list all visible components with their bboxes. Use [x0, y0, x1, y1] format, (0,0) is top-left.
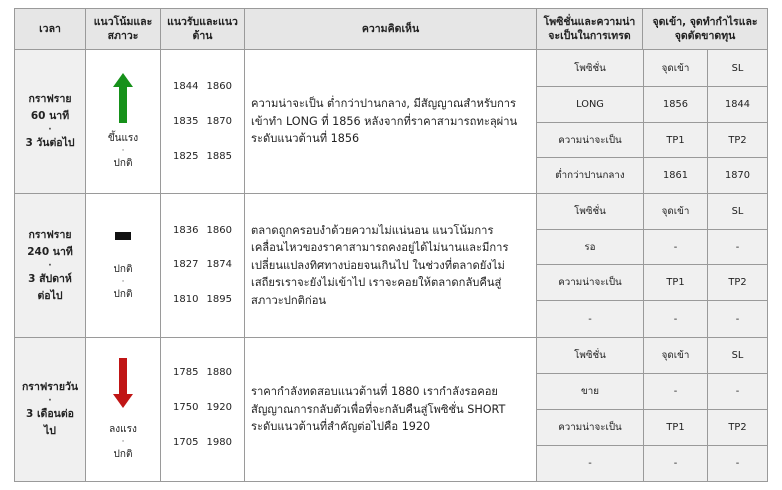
header-time-label: เวลา — [39, 23, 61, 35]
probability-label: ความน่าจะเป็น — [537, 265, 643, 301]
probability-value: ต่ำกว่าปานกลาง — [555, 170, 625, 181]
trend-strength: ปกติ — [113, 263, 133, 275]
support-level: 1785 — [173, 367, 199, 378]
position-value: LONG — [537, 87, 643, 123]
level-row — [161, 367, 244, 378]
stop-loss-label: SL — [708, 50, 767, 87]
position-value: ขาย — [537, 374, 643, 410]
stop-loss-value: 1844 — [708, 87, 767, 123]
separator-dot: · — [121, 145, 125, 156]
entry-label: จุดเข้า — [644, 338, 707, 374]
row-2-trend — [85, 193, 161, 338]
row-2-opinion — [244, 193, 537, 338]
header-levels — [160, 8, 245, 50]
trend-condition: ปกติ — [113, 288, 133, 300]
row-3-levels — [160, 337, 245, 482]
tp1-value: 1861 — [663, 170, 688, 181]
time-label: ไป — [44, 425, 56, 437]
separator-dot: · — [48, 260, 52, 271]
row-3-opinion — [244, 337, 537, 482]
resistance-level: 1860 — [206, 225, 232, 236]
support-level: 1705 — [173, 437, 199, 448]
support-level: 1750 — [173, 402, 199, 413]
tp1-label: TP1 — [644, 123, 707, 158]
tp1-value: - — [673, 313, 678, 325]
resistance-level: 1860 — [206, 81, 232, 92]
time-label: 240 นาที — [27, 245, 73, 258]
separator-dot: · — [48, 396, 52, 406]
time-label: กราฟราย — [28, 93, 72, 105]
row-1-opinion — [244, 49, 537, 194]
trend-strength: ลงแรง — [109, 423, 137, 435]
position-value: รอ — [537, 230, 643, 265]
tp2-value: - — [735, 458, 740, 469]
flat-dash-icon — [113, 230, 133, 242]
probability-value: - — [588, 458, 592, 469]
row-1-trade-grid — [536, 49, 768, 194]
header-targets-label: จุดเข้า, จุดทำกำไรและจุดตัดขาดทุน — [652, 16, 758, 42]
header-time — [14, 8, 86, 50]
row-3-trade-grid — [536, 337, 768, 482]
separator-dot: · — [48, 125, 52, 135]
resistance-level: 1920 — [206, 402, 232, 413]
stop-loss-value: - — [708, 374, 767, 410]
header-opinion-label: ความคิดเห็น — [361, 23, 420, 35]
level-row — [161, 116, 244, 127]
resistance-level: 1885 — [206, 151, 232, 162]
level-row — [161, 402, 244, 413]
time-label: กราฟรายวัน — [21, 381, 79, 393]
support-level: 1827 — [173, 259, 199, 270]
row-1-time — [14, 49, 86, 194]
time-label: 3 เดือนต่อ — [26, 408, 74, 420]
tp2-value: 1870 — [725, 170, 750, 181]
level-row — [161, 259, 244, 270]
support-level: 1836 — [173, 225, 199, 236]
level-row — [161, 294, 244, 305]
entry-value: - — [644, 230, 707, 265]
trend-condition: ปกติ — [113, 448, 133, 460]
time-label: 3 วันต่อไป — [25, 137, 75, 149]
row-1-levels — [160, 49, 245, 194]
time-label: ต่อไป — [37, 289, 63, 302]
support-level: 1810 — [173, 294, 199, 305]
header-trend-label: แนวโน้มและสภาวะ — [93, 16, 153, 42]
time-label: 3 สัปดาห์ — [28, 272, 72, 285]
entry-label: จุดเข้า — [644, 50, 707, 87]
level-row — [161, 437, 244, 448]
position-label: โพซิชั่น — [537, 194, 643, 230]
stop-loss-label: SL — [708, 194, 767, 230]
probability-label: ความน่าจะเป็น — [537, 410, 643, 446]
level-row — [161, 151, 244, 162]
up-arrow-icon — [113, 73, 133, 123]
support-level: 1825 — [173, 151, 199, 162]
entry-value: 1856 — [644, 87, 707, 123]
opinion-text: ราคากำลังทดสอบแนวต้านที่ 1880 เรากำลังรอคอยสัญญาณการกลับตัวเพื่อที่จะกลับคืนสู่โพซิชั่น SHORT ระดับแนวต้านที่สำคัญต่อไปคือ 1920 — [251, 385, 506, 434]
row-2-time — [14, 193, 86, 338]
position-label: โพซิชั่น — [537, 50, 643, 87]
separator-dot: · — [121, 436, 125, 447]
opinion-text: ตลาดถูกครอบงำด้วยความไม่แน่นอน แนวโน้มการเคลื่อนไหวของราคาสามารถคงอยู่ได้ไม่นานและมีการเปลี่ยนแปลงทิศทางบ่อยจนเกินไป ในช่วงที่ตลาดยังไม่เสถียรเราจะยังไม่เข้าไป เราจะคอยให้ตลาดกลับคืนสู่สภาวะปกติก่อน — [251, 223, 509, 307]
support-level: 1844 — [173, 81, 199, 92]
tp2-value: - — [735, 313, 740, 325]
header-opinion — [244, 8, 537, 50]
time-label: กราฟราย — [28, 228, 72, 241]
tp1-value: - — [673, 458, 678, 469]
header-position-label: โพซิชั่นและความน่าจะเป็นในการเทรด — [543, 16, 636, 42]
stop-loss-label: SL — [708, 338, 767, 374]
row-2-levels — [160, 193, 245, 338]
tp2-label: TP2 — [708, 123, 767, 158]
row-3-time — [14, 337, 86, 482]
header-trend — [85, 8, 161, 50]
resistance-level: 1895 — [206, 294, 232, 305]
position-label: โพซิชั่น — [537, 338, 643, 374]
down-arrow-icon — [113, 358, 133, 408]
probability-label: ความน่าจะเป็น — [537, 123, 643, 158]
probability-value: - — [588, 313, 592, 325]
header-targets — [642, 8, 768, 50]
stop-loss-value: - — [708, 230, 767, 265]
level-row — [161, 225, 244, 236]
tp1-label: TP1 — [644, 410, 707, 446]
entry-label: จุดเข้า — [644, 194, 707, 230]
resistance-level: 1870 — [206, 116, 232, 127]
tp1-label: TP1 — [644, 265, 707, 301]
row-2-trade-grid — [536, 193, 768, 338]
resistance-level: 1880 — [206, 367, 232, 378]
tp2-label: TP2 — [708, 265, 767, 301]
header-position — [536, 8, 643, 50]
level-row — [161, 81, 244, 92]
trend-condition: ปกติ — [113, 157, 133, 169]
trend-strength: ขึ้นแรง — [107, 132, 139, 144]
row-1-trend — [85, 49, 161, 194]
tp2-label: TP2 — [708, 410, 767, 446]
row-3-trend — [85, 337, 161, 482]
support-level: 1835 — [173, 116, 199, 127]
separator-dot: · — [121, 276, 125, 287]
time-label: 60 นาที — [30, 110, 70, 122]
resistance-level: 1874 — [206, 259, 232, 270]
opinion-text: ความน่าจะเป็น ต่ำกว่าปานกลาง, มีสัญญาณสำหรับการเข้าทำ LONG ที่ 1856 หลังจากที่ราคาสามารถทะลุผ่านระดับแนวต้านที่ 1856 — [251, 97, 518, 146]
header-levels-label: แนวรับและแนวต้าน — [167, 16, 238, 42]
resistance-level: 1980 — [206, 437, 232, 448]
entry-value: - — [644, 374, 707, 410]
